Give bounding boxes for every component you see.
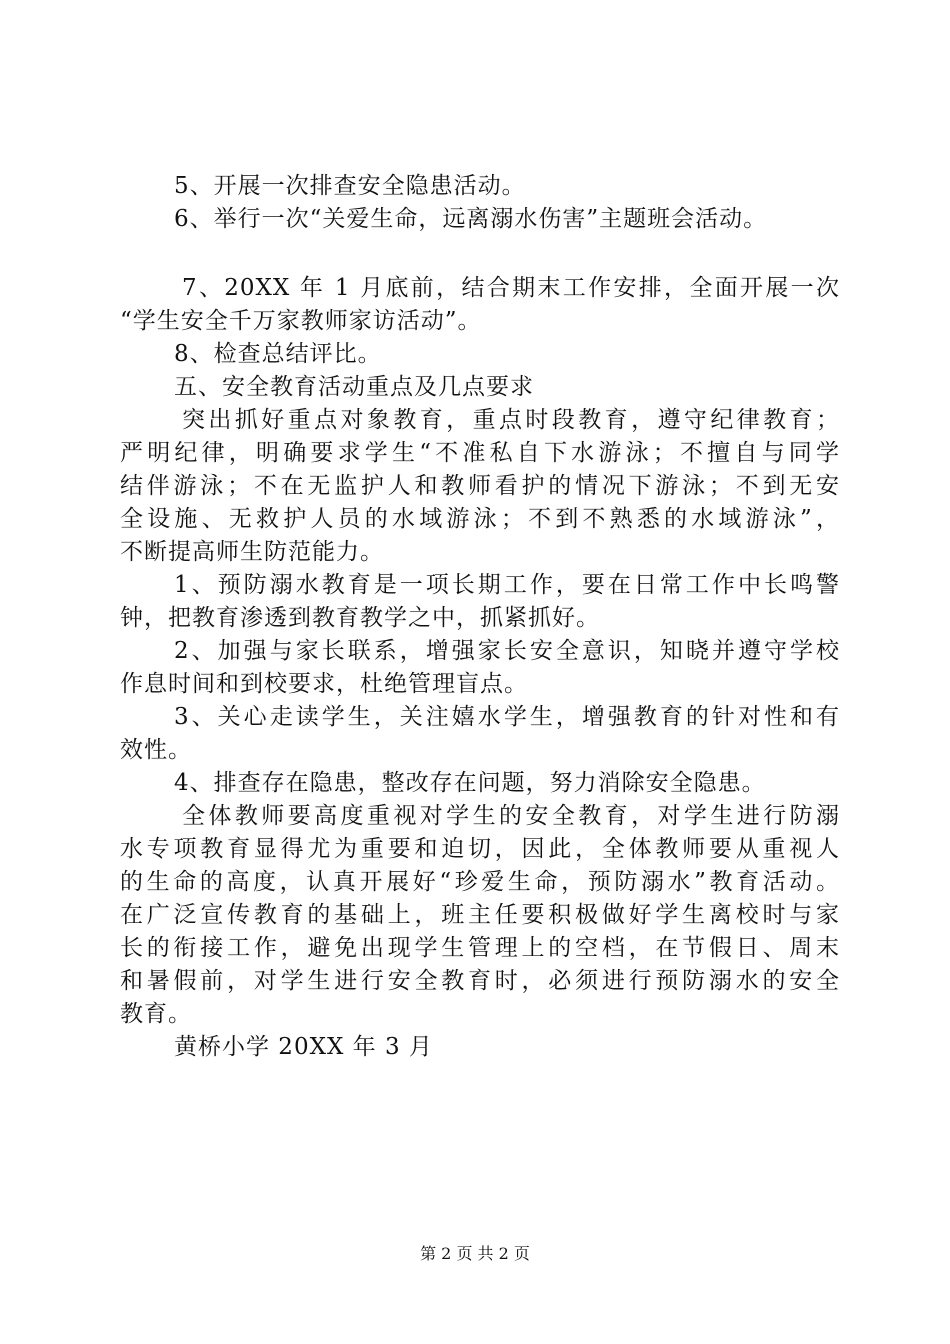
paragraph-line: 长的衔接工作，避免出现学生管理上的空档，在节假日、周末 <box>120 935 840 961</box>
document-body <box>120 170 840 1064</box>
requirement-item-1: 1、预防溺水教育是一项长期工作，要在日常工作中长鸣警 <box>174 572 840 598</box>
requirement-item-3-cont: 效性。 <box>120 737 192 763</box>
paragraph-gap <box>120 236 840 272</box>
page-footer: 第 2 页 共 2 页 <box>420 1244 530 1263</box>
paragraph-line: 严明纪律，明确要求学生“不准私自下水游泳；不擅自与同学 <box>120 440 840 466</box>
list-item-6: 6、举行一次“关爱生命，远离溺水伤害”主题班会活动。 <box>174 206 768 232</box>
paragraph-line: 结伴游泳；不在无监护人和教师看护的情况下游泳；不到无安 <box>120 473 840 499</box>
paragraph-line: 在广泛宣传教育的基础上，班主任要积极做好学生离校时与家 <box>120 902 840 928</box>
requirement-item-4: 4、排查存在隐患，整改存在问题，努力消除安全隐患。 <box>174 770 766 796</box>
list-item-7-cont: “学生安全千万家教师家访活动”。 <box>120 308 482 334</box>
paragraph-line: 水专项教育显得尤为重要和迫切，因此，全体教师要从重视人 <box>120 836 840 862</box>
list-item-7: 7、20XX 年 1 月底前，结合期末工作安排，全面开展一次 <box>182 275 840 301</box>
list-item-8: 8、检查总结评比。 <box>174 341 382 367</box>
requirement-item-2-cont: 作息时间和到校要求，杜绝管理盲点。 <box>120 671 528 697</box>
paragraph-line: 和暑假前，对学生进行安全教育时，必须进行预防溺水的安全 <box>120 968 840 994</box>
paragraph-line: 突出抓好重点对象教育，重点时段教育，遵守纪律教育； <box>182 407 840 433</box>
requirement-item-2: 2、加强与家长联系，增强家长安全意识，知晓并遵守学校 <box>174 638 840 664</box>
paragraph-line: 不断提高师生防范能力。 <box>120 539 384 565</box>
requirement-item-3: 3、关心走读学生，关注嬉水学生，增强教育的针对性和有 <box>174 704 840 730</box>
signature-line: 黄桥小学 20XX 年 3 月 <box>174 1034 433 1060</box>
paragraph-line: 教育。 <box>120 1001 192 1027</box>
list-item-5: 5、开展一次排查安全隐患活动。 <box>174 173 526 199</box>
paragraph-line: 全设施、无救护人员的水域游泳；不到不熟悉的水域游泳”， <box>120 506 840 532</box>
paragraph-line: 全体教师要高度重视对学生的安全教育，对学生进行防溺 <box>182 803 840 829</box>
requirement-item-1-cont: 钟，把教育渗透到教育教学之中，抓紧抓好。 <box>120 605 600 631</box>
section-heading: 五、安全教育活动重点及几点要求 <box>174 374 534 400</box>
paragraph-line: 的生命的高度，认真开展好“珍爱生命，预防溺水”教育活动。 <box>120 869 840 895</box>
